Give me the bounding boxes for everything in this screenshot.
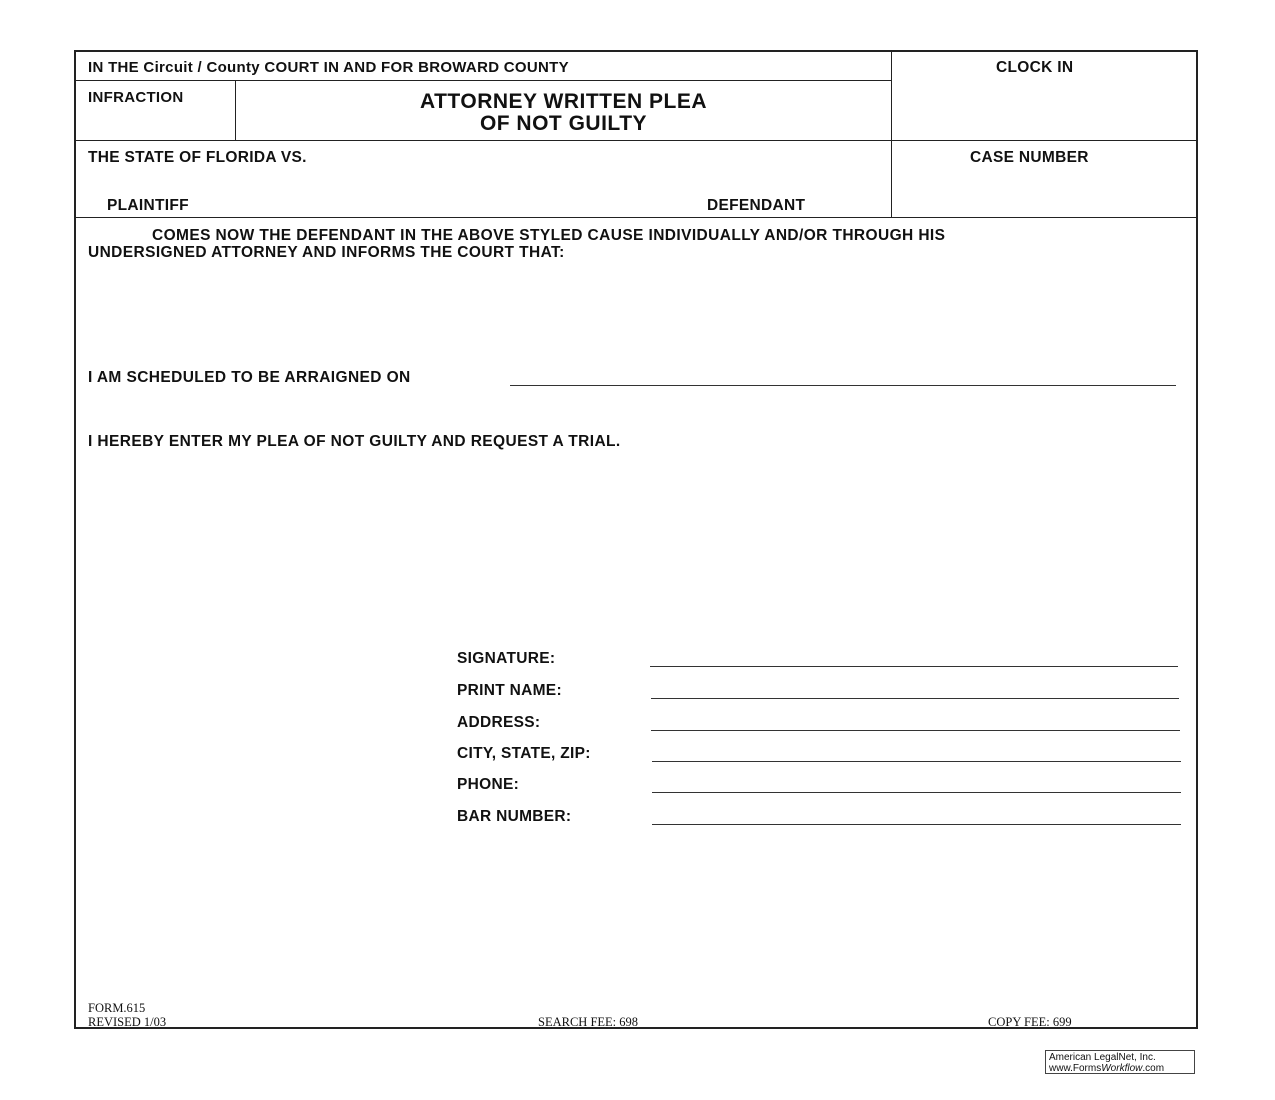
address-label: ADDRESS: bbox=[457, 714, 541, 731]
phone-label: PHONE: bbox=[457, 776, 520, 793]
intro-paragraph bbox=[88, 227, 1188, 261]
signature-label: SIGNATURE: bbox=[457, 650, 556, 667]
page-title bbox=[236, 91, 891, 135]
city-state-zip-label: CITY, STATE, ZIP: bbox=[457, 745, 591, 762]
plea-form bbox=[74, 50, 1198, 1029]
bar-number-field[interactable] bbox=[652, 824, 1181, 825]
divider bbox=[76, 217, 1198, 218]
divider bbox=[76, 140, 1198, 141]
city-state-zip-field[interactable] bbox=[652, 761, 1181, 762]
brand-url-suffix: .com bbox=[1142, 1063, 1165, 1074]
brand-logo bbox=[1045, 1050, 1195, 1074]
divider bbox=[891, 52, 892, 217]
search-fee: SEARCH FEE: 698 bbox=[538, 1015, 639, 1029]
intro-line-1: COMES NOW THE DEFENDANT IN THE ABOVE STYLED CAUSE INDIVIDUALLY AND/OR THROUGH HIS bbox=[152, 227, 946, 244]
title-line-1: ATTORNEY WRITTEN PLEA bbox=[419, 90, 707, 113]
court-line: IN THE Circuit / County COURT IN AND FOR BROWARD COUNTY bbox=[88, 59, 569, 76]
case-number-field[interactable] bbox=[893, 170, 1198, 215]
brand-url bbox=[1049, 1063, 1191, 1074]
plea-statement: I HEREBY ENTER MY PLEA OF NOT GUILTY AND REQUEST A TRIAL. bbox=[88, 433, 621, 450]
state-vs-label: THE STATE OF FLORIDA VS. bbox=[88, 149, 307, 166]
arraigned-label: I AM SCHEDULED TO BE ARRAIGNED ON bbox=[88, 369, 411, 386]
defendant-name-field[interactable] bbox=[356, 164, 876, 194]
divider bbox=[76, 80, 891, 81]
clock-in-field[interactable] bbox=[893, 82, 1198, 138]
infraction-label: INFRACTION bbox=[88, 89, 184, 106]
defendant-label: DEFENDANT bbox=[707, 197, 806, 214]
arraigned-date-field[interactable] bbox=[510, 385, 1176, 386]
intro-line-2: UNDERSIGNED ATTORNEY AND INFORMS THE COURT THAT: bbox=[88, 244, 565, 261]
clock-in-label: CLOCK IN bbox=[996, 59, 1074, 76]
form-number: FORM.615 bbox=[88, 1001, 146, 1015]
address-field[interactable] bbox=[651, 730, 1180, 731]
brand-url-prefix: www.Forms bbox=[1049, 1063, 1102, 1074]
brand-url-italic: Workflow bbox=[1101, 1063, 1143, 1074]
bar-number-label: BAR NUMBER: bbox=[457, 808, 572, 825]
copy-fee: COPY FEE: 699 bbox=[988, 1015, 1072, 1029]
print-name-label: PRINT NAME: bbox=[457, 682, 562, 699]
print-name-field[interactable] bbox=[651, 698, 1179, 699]
revised-date: REVISED 1/03 bbox=[88, 1015, 167, 1029]
phone-field[interactable] bbox=[652, 792, 1181, 793]
brand-name: American LegalNet, Inc. bbox=[1049, 1052, 1156, 1063]
title-line-2: OF NOT GUILTY bbox=[479, 112, 648, 135]
signature-field[interactable] bbox=[650, 666, 1178, 667]
plaintiff-label: PLAINTIFF bbox=[107, 197, 189, 214]
case-number-label: CASE NUMBER bbox=[970, 149, 1089, 166]
